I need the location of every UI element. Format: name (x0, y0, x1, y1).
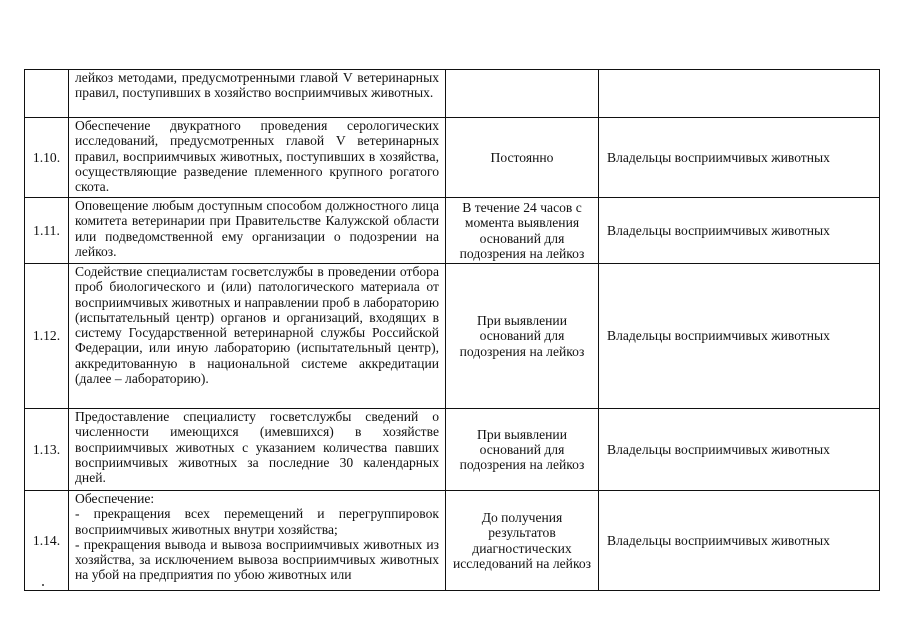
deadline-cell: В течение 24 часов с момента выявления оснований для подозрения на лейкоз (446, 198, 599, 264)
measure-paragraph: Предоставление специалисту госветслужбы сведений о численности имеющихся (имевшихся) в хозяйстве восприимчивых животных с указанием количества павших восприимчивых животных за последние 30 календарных дней. (75, 409, 439, 486)
measure-text (69, 70, 446, 118)
table-row (25, 491, 880, 591)
responsible-cell: Владельцы восприимчивых животных (599, 118, 880, 198)
responsible-cell (599, 70, 880, 118)
responsible-cell: Владельцы восприимчивых животных (599, 409, 880, 491)
table-row (25, 264, 880, 409)
measure-text (69, 264, 446, 409)
table-row (25, 118, 880, 198)
measure-paragraph: Обеспечение двукратного проведения серологических исследований, предусмотренных главой V ветеринарных правил, восприимчивых животных, поступивших в хозяйства, осуществляющие разведение племенного крупного рогатого скота. (75, 118, 439, 195)
measure-paragraph: - прекращения всех перемещений и перегруппировок восприимчивых животных внутри хозяйства; (75, 506, 439, 537)
table-row (25, 409, 880, 491)
measures-table (24, 69, 880, 591)
row-number: 1.11. (25, 198, 69, 264)
measure-paragraph: - прекращения вывода и вывоза восприимчивых животных из хозяйства, за исключением вывоза восприимчивых животных на убой на предприятия по убою животных или (75, 536, 439, 583)
scan-speck (42, 584, 44, 586)
measure-paragraph: Обеспечение: (75, 491, 155, 506)
measure-paragraph: Оповещение любым доступным способом должностного лица комитета ветеринарии при Правительстве Калужской области или подведомственной ему организации о подозрении на лейкоз. (75, 198, 439, 259)
document-page (24, 69, 880, 591)
row-number: 1.10. (25, 118, 69, 198)
responsible-cell: Владельцы восприимчивых животных (599, 264, 880, 409)
measure-text (69, 409, 446, 491)
deadline-cell (446, 70, 599, 118)
responsible-cell: Владельцы восприимчивых животных (599, 491, 880, 591)
measure-paragraph: Содействие специалистам госветслужбы в проведении отбора проб биологического и (или) патологического материала от восприимчивых животных и направлении проб в лабораторию (испытательный центр) органов и организаций, входящих в систему Государственной ветеринарной службы Российской Федерации, или иную лабораторию (испытательный центр), аккредитованную в национальной системе аккредитации (далее – лабораторию). (75, 264, 439, 387)
row-number (25, 70, 69, 118)
row-number: 1.13. (25, 409, 69, 491)
deadline-cell: До получения результатов диагностических исследований на лейкоз (446, 491, 599, 591)
table-row (25, 70, 880, 118)
measure-text (69, 198, 446, 264)
deadline-cell: При выявлении оснований для подозрения на лейкоз (446, 409, 599, 491)
responsible-cell: Владельцы восприимчивых животных (599, 198, 880, 264)
table-row (25, 198, 880, 264)
row-number: 1.12. (25, 264, 69, 409)
measure-text (69, 491, 446, 591)
deadline-cell: Постоянно (446, 118, 599, 198)
measure-text (69, 118, 446, 198)
deadline-cell: При выявлении оснований для подозрения на лейкоз (446, 264, 599, 409)
row-number: 1.14. (25, 491, 69, 591)
measure-paragraph: лейкоз методами, предусмотренными главой V ветеринарных правил, поступивших в хозяйство восприимчивых животных. (75, 70, 439, 101)
